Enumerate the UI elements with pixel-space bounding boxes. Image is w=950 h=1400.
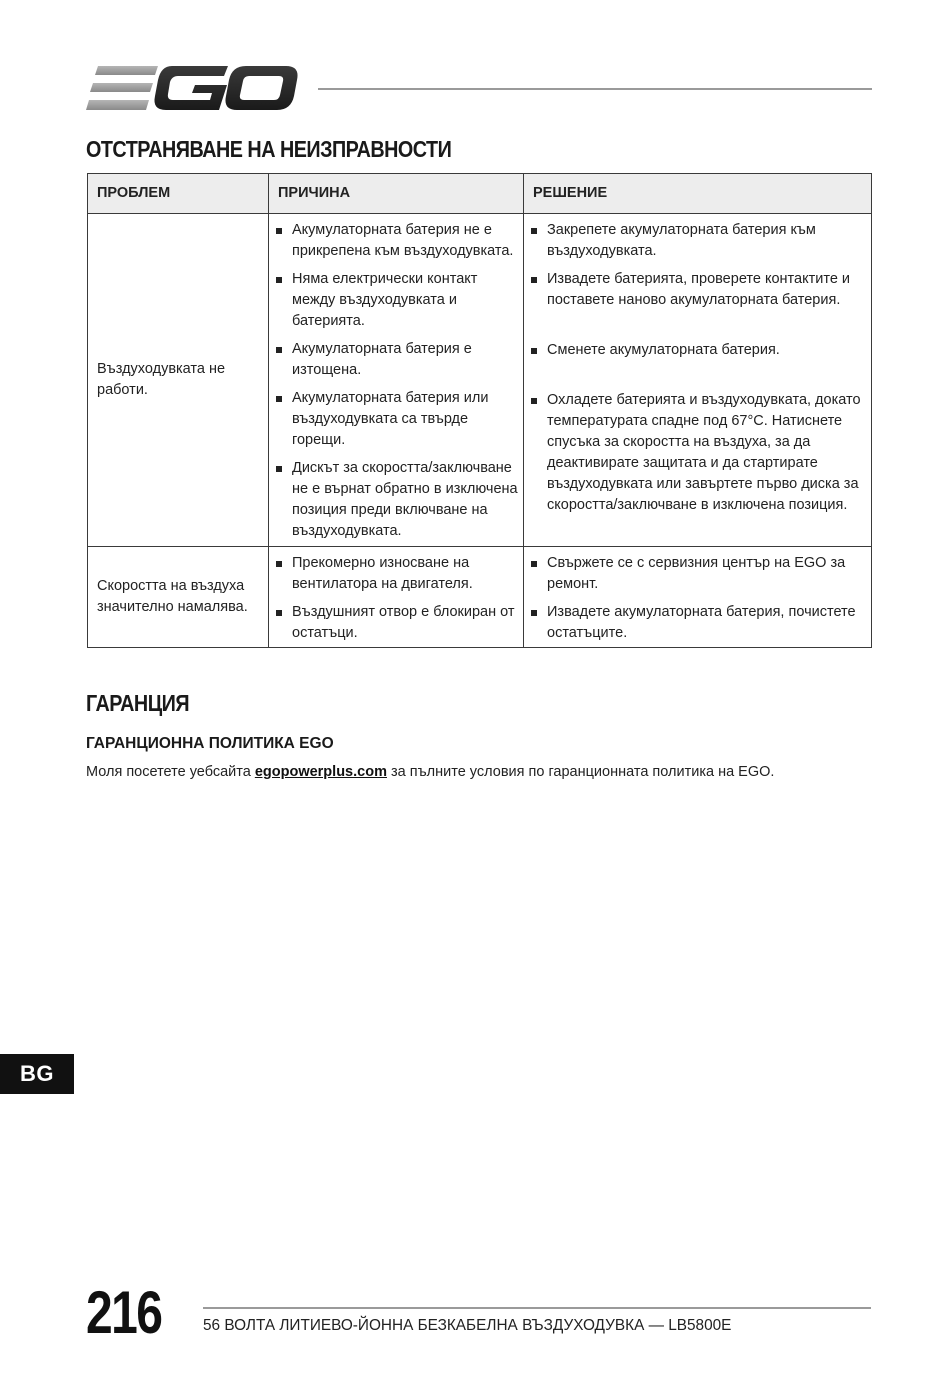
table-row: [88, 547, 872, 648]
list-item: Акумулаторната батерия е изтощена.: [275, 339, 519, 381]
list-item: Охладете батерията и въздуходувката, докато температурата спадне под 67°C. Натиснете спусъка за скоростта на въздуха, за да деактивирате защитата и да стартирате въздуходувката или завъртете първо диска за скоростта/заключване в изключена позиция.: [530, 390, 867, 516]
cause-list: [275, 220, 519, 542]
header-problem: ПРОБЛЕМ: [88, 174, 269, 214]
list-item: Извадете батерията, проверете контактите и поставете наново акумулаторната батерия.: [530, 269, 867, 311]
table-row: [88, 214, 872, 547]
cause-cell: [269, 214, 524, 547]
header-solution: РЕШЕНИЕ: [524, 174, 872, 214]
table-header-row: [88, 174, 872, 214]
cause-cell: [269, 547, 524, 648]
list-item: Няма електрически контакт между въздуходувката и батерията.: [275, 269, 519, 332]
list-item: Сменете акумулаторната батерия.: [530, 340, 867, 361]
header-rule: [318, 88, 872, 90]
solution-list: [530, 220, 867, 516]
warranty-link[interactable]: egopowerplus.com: [254, 764, 387, 780]
warranty-text-after: за пълните условия по гаранционната политика на EGO.: [391, 764, 775, 780]
warranty-text: [86, 764, 774, 780]
list-item: Закрепете акумулаторната батерия към въздуходувката.: [530, 220, 867, 262]
footer-text: 56 ВОЛТА ЛИТИЕВО-ЙОННА БЕЗКАБЕЛНА ВЪЗДУХОДУВКА — LB5800E: [203, 1317, 732, 1334]
list-item: Свържете се с сервизния център на EGO за ремонт.: [530, 553, 867, 595]
ego-logo: [86, 64, 298, 112]
warranty-subtitle: ГАРАНЦИОННА ПОЛИТИКА EGO: [86, 735, 334, 752]
list-item: Въздушният отвор е блокиран от остатъци.: [275, 602, 519, 644]
solution-cell: [524, 547, 872, 648]
footer-rule: [203, 1307, 871, 1309]
problem-cell: Скоростта на въздуха значително намалява.: [88, 547, 269, 648]
troubleshooting-table: [87, 173, 872, 648]
list-item: Акумулаторната батерия или въздуходувката са твърде горещи.: [275, 388, 519, 451]
list-item: Дискът за скоростта/заключване не е върнат обратно в изключена позиция преди включване на въздуходувката.: [275, 458, 519, 542]
cause-list: [275, 553, 519, 644]
header-cause: ПРИЧИНА: [269, 174, 524, 214]
warranty-text-before: Моля посетете уебсайта: [86, 764, 251, 780]
list-item: Извадете акумулаторната батерия, почистете остатъците.: [530, 602, 867, 644]
page-number: 216: [86, 1279, 162, 1346]
solution-list: [530, 553, 867, 644]
language-tab: BG: [0, 1054, 74, 1094]
list-item: Акумулаторната батерия не е прикрепена към въздуходувката.: [275, 220, 519, 262]
warranty-title: ГАРАНЦИЯ: [86, 690, 190, 716]
problem-cell: Въздуходувката не работи.: [88, 214, 269, 547]
list-item: Прекомерно износване на вентилатора на двигателя.: [275, 553, 519, 595]
troubleshooting-title: ОТСТРАНЯВАНЕ НА НЕИЗПРАВНОСТИ: [86, 136, 452, 162]
solution-cell: [524, 214, 872, 547]
